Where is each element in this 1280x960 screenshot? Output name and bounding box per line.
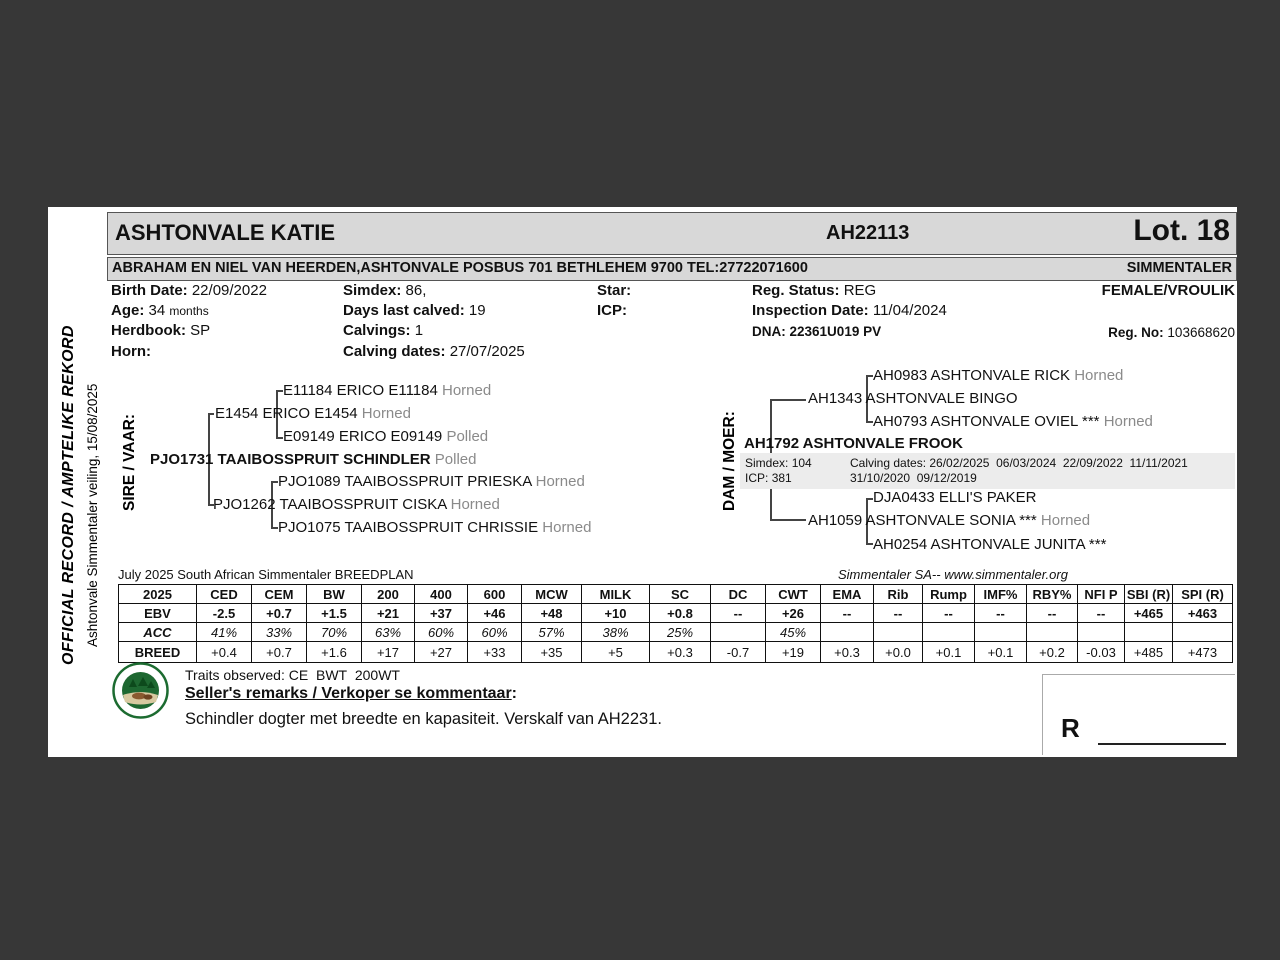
cell: +0.7 xyxy=(252,604,307,623)
cell: 70% xyxy=(307,623,362,642)
cell: +0.3 xyxy=(821,642,874,663)
breedplan-title: July 2025 South African Simmentaler BREEDPLAN xyxy=(118,567,414,582)
traits-label: Traits observed: xyxy=(185,667,285,683)
cell: +17 xyxy=(362,642,415,663)
sire-ancestor-5 xyxy=(278,473,585,491)
inspection-date-label: Inspection Date: xyxy=(752,302,869,319)
age-unit: months xyxy=(169,304,209,318)
herdbook-label: Herdbook: xyxy=(111,322,186,339)
icp-field xyxy=(597,302,627,319)
cell: -- xyxy=(1078,604,1125,623)
cell: 60% xyxy=(468,623,522,642)
catalog-page xyxy=(48,207,1237,757)
horn-status: Horned xyxy=(542,519,592,536)
herdbook-field xyxy=(111,322,210,339)
sire-ancestor-3 xyxy=(283,428,488,446)
cell xyxy=(1125,623,1173,642)
pedigree-connector-line xyxy=(866,498,873,500)
col-header: BW xyxy=(307,585,362,604)
ancestor-name: PJO1262 TAAIBOSSPRUIT CISKA xyxy=(213,496,447,513)
cell: +37 xyxy=(415,604,468,623)
reg-status-field xyxy=(752,282,876,299)
simdex-field xyxy=(343,282,426,299)
reg-no-label: Reg. No: xyxy=(1108,325,1164,340)
inspection-date-field xyxy=(752,302,947,319)
sellers-remarks-text: Schindler dogter met breedte en kapasiteit. Verskalf van AH2231. xyxy=(185,710,662,728)
dam-details-box xyxy=(740,453,1235,489)
cell xyxy=(1173,623,1233,642)
cell xyxy=(1078,623,1125,642)
col-header: 2025 xyxy=(119,585,197,604)
cell: +0.1 xyxy=(975,642,1027,663)
cell: +1.5 xyxy=(307,604,362,623)
icp-label: ICP: xyxy=(597,302,627,319)
pedigree-connector-line xyxy=(866,421,873,423)
cell: +26 xyxy=(766,604,821,623)
cell: +0.1 xyxy=(923,642,975,663)
dna-field xyxy=(752,324,881,339)
pedigree-connector-line xyxy=(271,481,278,483)
col-header: SPI (R) xyxy=(1173,585,1233,604)
col-header: IMF% xyxy=(975,585,1027,604)
col-header: NFI P xyxy=(1078,585,1125,604)
birth-date-label: Birth Date: xyxy=(111,282,188,299)
ancestor-name: AH0254 ASHTONVALE JUNITA *** xyxy=(873,536,1107,553)
calving-dates-label: Calving dates: xyxy=(343,343,446,360)
ancestor-name: AH0983 ASHTONVALE RICK xyxy=(873,367,1071,384)
birth-date-value: 22/09/2022 xyxy=(191,282,267,299)
horn-status: Horned xyxy=(1040,512,1091,529)
cell: -- xyxy=(711,604,766,623)
pedigree-connector-line xyxy=(770,519,806,521)
star-field xyxy=(597,282,631,299)
cell: -- xyxy=(1027,604,1078,623)
cell: +463 xyxy=(1173,604,1233,623)
calvings-field xyxy=(343,322,423,339)
cell: 41% xyxy=(197,623,252,642)
dam-icp-value: 381 xyxy=(771,471,792,485)
sire-ancestor-6 xyxy=(213,496,500,514)
horn-status: Polled xyxy=(446,428,489,445)
col-header: RBY% xyxy=(1027,585,1078,604)
col-header: EMA xyxy=(821,585,874,604)
sire-section-label: SIRE / VAAR: xyxy=(121,413,138,511)
cell: -2.5 xyxy=(197,604,252,623)
ancestor-name: AH1343 ASHTONVALE BINGO xyxy=(808,390,1018,407)
table-header-row xyxy=(119,585,1233,604)
cell: +0.8 xyxy=(650,604,711,623)
sellers-remarks-colon: : xyxy=(511,685,517,702)
dam-ancestor-2 xyxy=(808,390,1018,408)
dam-icp-label: ICP: xyxy=(745,471,769,485)
cell: 33% xyxy=(252,623,307,642)
cell: -- xyxy=(975,604,1027,623)
reg-status-label: Reg. Status: xyxy=(752,282,840,299)
horn-status: Horned xyxy=(442,382,492,399)
cell: +46 xyxy=(468,604,522,623)
horn-status: Horned xyxy=(535,473,585,490)
dna-value: 22361U019 PV xyxy=(789,324,882,339)
star-label: Star: xyxy=(597,282,632,299)
cell: -- xyxy=(923,604,975,623)
cell xyxy=(711,623,766,642)
reg-no-field xyxy=(1108,325,1235,340)
ancestor-name: AH1059 ASHTONVALE SONIA *** xyxy=(808,512,1037,529)
col-header: Rib xyxy=(874,585,923,604)
dam-name xyxy=(744,435,963,453)
cell: -0.7 xyxy=(711,642,766,663)
calvings-label: Calvings: xyxy=(343,322,411,339)
price-box xyxy=(1042,674,1235,755)
horn-label: Horn: xyxy=(111,343,151,360)
horn-status: Horned xyxy=(1103,413,1153,430)
horn-field xyxy=(111,343,151,360)
dam-calving-dates-line2: 31/10/2020 09/12/2019 xyxy=(850,471,977,485)
cell: 25% xyxy=(650,623,711,642)
cell xyxy=(821,623,874,642)
breedplan-table xyxy=(118,584,1233,663)
cell: +33 xyxy=(468,642,522,663)
dam-ancestor-3 xyxy=(873,413,1153,431)
row-label: ACC xyxy=(119,623,197,642)
sellers-remarks-heading xyxy=(185,685,517,703)
cell: +0.0 xyxy=(874,642,923,663)
page-content xyxy=(107,212,1235,752)
cell: -- xyxy=(821,604,874,623)
traits-value: CE BWT 200WT xyxy=(288,667,400,683)
days-last-calved-label: Days last calved: xyxy=(343,302,465,319)
breedplan-source: Simmentaler SA-- www.simmentaler.org xyxy=(838,567,1068,582)
dam-simdex-icp xyxy=(745,456,812,486)
age-value: 34 xyxy=(148,302,166,319)
reg-no-value: 103668620 xyxy=(1167,325,1235,340)
horn-status: Horned xyxy=(450,496,500,513)
col-header: CEM xyxy=(252,585,307,604)
days-last-calved-field xyxy=(343,302,486,319)
dam-simdex-value: 104 xyxy=(791,456,812,470)
col-header: Rump xyxy=(923,585,975,604)
pedigree-connector-line xyxy=(276,437,283,439)
col-header: 400 xyxy=(415,585,468,604)
inspection-date-value: 11/04/2024 xyxy=(872,302,947,319)
sale-event-vertical-label: Ashtonvale Simmentaler veiling, 15/08/2025 xyxy=(85,383,100,647)
cell: +10 xyxy=(582,604,650,623)
calving-dates-field xyxy=(343,343,525,360)
pedigree-connector-line xyxy=(866,543,873,545)
days-last-calved-value: 19 xyxy=(468,302,486,319)
horn-status: Horned xyxy=(1074,367,1124,384)
dam-ancestor-1 xyxy=(873,367,1123,385)
col-header: SC xyxy=(650,585,711,604)
owner-line: ABRAHAM EN NIEL VAN HEERDEN,ASHTONVALE POSBUS 701 BETHLEHEM 9700 TEL:27722071600 xyxy=(112,260,808,276)
pedigree-connector-line xyxy=(770,489,772,521)
title-bar xyxy=(107,212,1237,255)
ancestor-name: E11184 ERICO E11184 xyxy=(283,382,438,399)
cell: +0.2 xyxy=(1027,642,1078,663)
cell: +473 xyxy=(1173,642,1233,663)
col-header: 200 xyxy=(362,585,415,604)
birth-date-field xyxy=(111,282,267,299)
cell: +19 xyxy=(766,642,821,663)
ancestor-name: PJO1089 TAAIBOSSPRUIT PRIESKA xyxy=(278,473,532,490)
cell xyxy=(874,623,923,642)
cell: 63% xyxy=(362,623,415,642)
dam-ancestor-7 xyxy=(873,536,1106,554)
ancestor-name: PJO1075 TAAIBOSSPRUIT CHRISSIE xyxy=(278,519,539,536)
age-label: Age: xyxy=(111,302,145,319)
sire-ancestor-2 xyxy=(215,405,411,423)
sire-ancestor-7 xyxy=(278,519,591,537)
col-header: CED xyxy=(197,585,252,604)
horn-status: Polled xyxy=(434,451,477,468)
dam-ancestor-6 xyxy=(808,512,1090,530)
cell xyxy=(975,623,1027,642)
official-record-vertical-label: OFFICIAL RECORD / AMPTELIKE REKORD xyxy=(60,325,77,665)
col-header: CWT xyxy=(766,585,821,604)
acc-row xyxy=(119,623,1233,642)
sex-value: FEMALE/VROULIK xyxy=(1101,282,1235,299)
cell: +0.7 xyxy=(252,642,307,663)
sire-name xyxy=(150,451,477,469)
horn-status: Horned xyxy=(361,405,411,422)
sire-ancestor-1 xyxy=(283,382,491,400)
animal-name: ASHTONVALE KATIE xyxy=(115,220,336,245)
col-header: MILK xyxy=(582,585,650,604)
cell: +27 xyxy=(415,642,468,663)
cell: +465 xyxy=(1125,604,1173,623)
lot-number: Lot. 18 xyxy=(1133,214,1230,247)
cell xyxy=(1027,623,1078,642)
col-header: SBI (R) xyxy=(1125,585,1173,604)
reg-status-value: REG xyxy=(843,282,877,299)
ancestor-name: AH0793 ASHTONVALE OVIEL *** xyxy=(873,413,1100,430)
traits-observed xyxy=(185,667,400,683)
dam-section-label: DAM / MOER: xyxy=(721,411,738,511)
cell: 45% xyxy=(766,623,821,642)
col-header: 600 xyxy=(468,585,522,604)
breed-name: SIMMENTALER xyxy=(1126,260,1232,276)
ancestor-name: PJO1731 TAAIBOSSPRUIT SCHINDLER xyxy=(150,451,431,468)
herdbook-value: SP xyxy=(190,322,211,339)
row-label: BREED xyxy=(119,642,197,663)
registration-id: AH22113 xyxy=(826,222,910,244)
dam-simdex-label: Simdex: xyxy=(745,456,789,470)
ancestor-name: E09149 ERICO E09149 xyxy=(283,428,443,445)
ancestor-name: DJA0433 ELLI'S PAKER xyxy=(873,489,1037,506)
ancestor-name: AH1792 ASHTONVALE FROOK xyxy=(744,435,963,452)
dam-calving-dates-line1: Calving dates: 26/02/2025 06/03/2024 22/09/2022 11/11/2021 xyxy=(850,456,1188,470)
cell: 60% xyxy=(415,623,468,642)
pedigree-connector-line xyxy=(271,527,278,529)
pedigree-connector-line xyxy=(276,390,283,392)
col-header: MCW xyxy=(522,585,582,604)
pedigree-connector-line xyxy=(208,413,214,415)
sellers-remarks-label: Seller's remarks / Verkoper se kommentaar xyxy=(185,685,512,702)
calvings-value: 1 xyxy=(414,322,424,339)
cell: +35 xyxy=(522,642,582,663)
cell: 38% xyxy=(582,623,650,642)
cell: +5 xyxy=(582,642,650,663)
cell: +1.6 xyxy=(307,642,362,663)
dna-label: DNA: xyxy=(752,324,786,339)
cell: 57% xyxy=(522,623,582,642)
cell: -- xyxy=(874,604,923,623)
pedigree-connector-line xyxy=(770,399,806,401)
pedigree-connector-line xyxy=(866,375,873,377)
simdex-value: 86, xyxy=(405,282,427,299)
breed-row xyxy=(119,642,1233,663)
dam-calving-dates xyxy=(850,456,1188,486)
cell: +485 xyxy=(1125,642,1173,663)
ancestor-name: E1454 ERICO E1454 xyxy=(215,405,358,422)
cell: +48 xyxy=(522,604,582,623)
cell: +0.4 xyxy=(197,642,252,663)
cell: +21 xyxy=(362,604,415,623)
ebv-row xyxy=(119,604,1233,623)
simdex-label: Simdex: xyxy=(343,282,402,299)
cell: -0.03 xyxy=(1078,642,1125,663)
cell: +0.3 xyxy=(650,642,711,663)
age-field xyxy=(111,302,209,319)
col-header: DC xyxy=(711,585,766,604)
owner-bar xyxy=(107,257,1237,281)
calving-dates-value: 27/07/2025 xyxy=(449,343,525,360)
simmentaler-society-logo xyxy=(112,662,169,719)
row-label: EBV xyxy=(119,604,197,623)
currency-symbol: R xyxy=(1061,713,1080,743)
dam-ancestor-5 xyxy=(873,489,1037,507)
cell xyxy=(923,623,975,642)
price-blank-line xyxy=(1098,743,1226,745)
